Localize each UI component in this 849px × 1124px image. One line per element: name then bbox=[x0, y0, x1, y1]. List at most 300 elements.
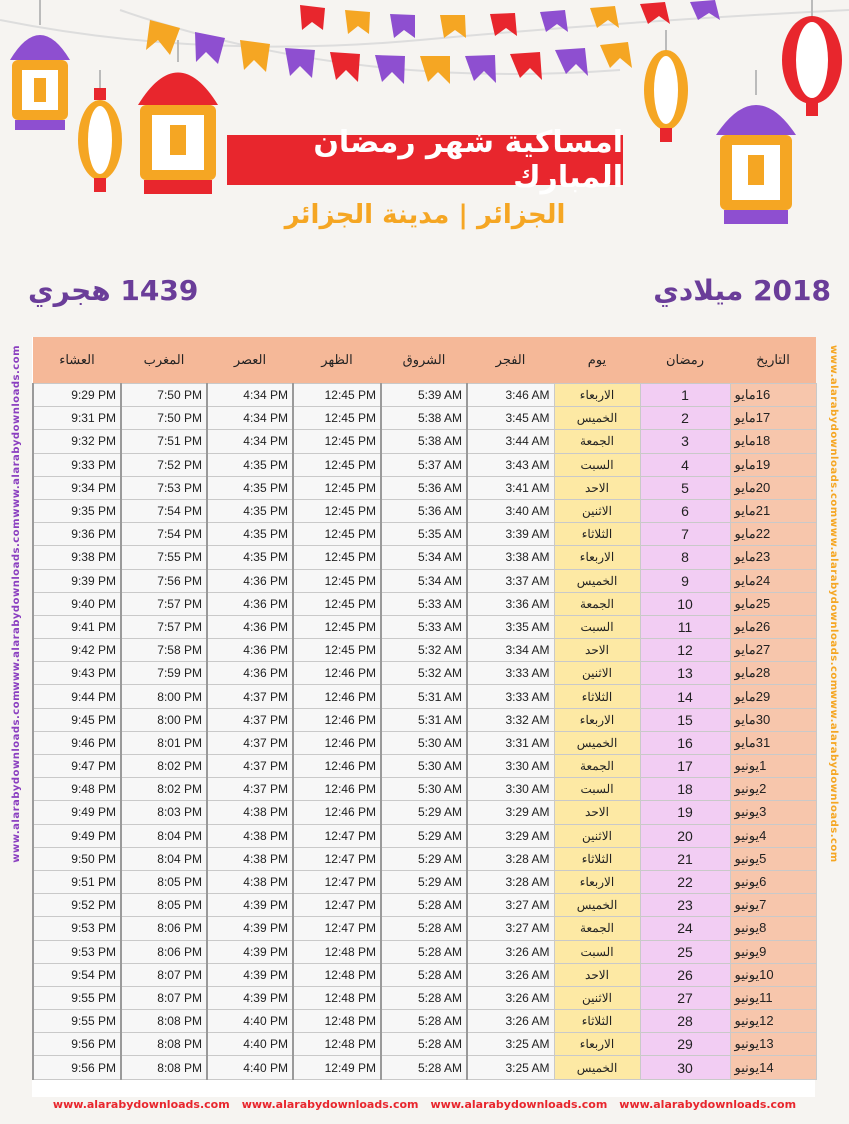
ramadan-day: 17 bbox=[640, 755, 730, 778]
sunrise-time: 5:28 AM bbox=[381, 940, 467, 963]
isha-time: 9:56 PM bbox=[33, 1056, 121, 1079]
gregorian-date: 17مايو bbox=[730, 407, 816, 430]
fajr-time: 3:28 AM bbox=[467, 870, 554, 893]
fajr-time: 3:26 AM bbox=[467, 963, 554, 986]
sunrise-time: 5:29 AM bbox=[381, 801, 467, 824]
ramadan-day: 28 bbox=[640, 1010, 730, 1033]
isha-time: 9:45 PM bbox=[33, 708, 121, 731]
fajr-time: 3:25 AM bbox=[467, 1056, 554, 1079]
table-row bbox=[33, 917, 816, 940]
gregorian-date: 31مايو bbox=[730, 731, 816, 754]
sunrise-time: 5:32 AM bbox=[381, 639, 467, 662]
sunrise-time: 5:34 AM bbox=[381, 569, 467, 592]
asr-time: 4:38 PM bbox=[207, 847, 293, 870]
isha-time: 9:31 PM bbox=[33, 407, 121, 430]
maghrib-time: 8:08 PM bbox=[121, 1010, 207, 1033]
fajr-time: 3:27 AM bbox=[467, 917, 554, 940]
sunrise-time: 5:33 AM bbox=[381, 615, 467, 638]
sunrise-time: 5:32 AM bbox=[381, 662, 467, 685]
isha-time: 9:54 PM bbox=[33, 963, 121, 986]
table-row bbox=[33, 615, 816, 638]
isha-time: 9:40 PM bbox=[33, 592, 121, 615]
day-name: الخميس bbox=[554, 731, 640, 754]
maghrib-time: 8:00 PM bbox=[121, 708, 207, 731]
asr-time: 4:40 PM bbox=[207, 1010, 293, 1033]
table-row bbox=[33, 453, 816, 476]
asr-time: 4:34 PM bbox=[207, 384, 293, 407]
gregorian-date: 2يونيو bbox=[730, 778, 816, 801]
ramadan-day: 8 bbox=[640, 546, 730, 569]
isha-time: 9:56 PM bbox=[33, 1033, 121, 1056]
dhuhr-time: 12:46 PM bbox=[293, 778, 381, 801]
day-name: الجمعة bbox=[554, 430, 640, 453]
fajr-time: 3:40 AM bbox=[467, 499, 554, 522]
gregorian-date: 10يونيو bbox=[730, 963, 816, 986]
ramadan-day: 1 bbox=[640, 384, 730, 407]
day-name: الاربعاء bbox=[554, 546, 640, 569]
asr-time: 4:36 PM bbox=[207, 662, 293, 685]
day-name: الاثنين bbox=[554, 986, 640, 1009]
table-row bbox=[33, 476, 816, 499]
dhuhr-time: 12:45 PM bbox=[293, 546, 381, 569]
day-name: الاحد bbox=[554, 639, 640, 662]
header-dhuhr: الظهر bbox=[293, 337, 381, 384]
header-asr: العصر bbox=[207, 337, 293, 384]
fajr-time: 3:43 AM bbox=[467, 453, 554, 476]
maghrib-time: 8:07 PM bbox=[121, 963, 207, 986]
dhuhr-time: 12:49 PM bbox=[293, 1056, 381, 1079]
ramadan-day: 12 bbox=[640, 639, 730, 662]
isha-time: 9:38 PM bbox=[33, 546, 121, 569]
asr-time: 4:35 PM bbox=[207, 476, 293, 499]
header-sunrise: الشروق bbox=[381, 337, 467, 384]
fajr-time: 3:35 AM bbox=[467, 615, 554, 638]
day-name: الاربعاء bbox=[554, 708, 640, 731]
fajr-time: 3:27 AM bbox=[467, 894, 554, 917]
day-name: الاثنين bbox=[554, 824, 640, 847]
table-row bbox=[33, 1056, 816, 1079]
sunrise-time: 5:35 AM bbox=[381, 523, 467, 546]
table-row bbox=[33, 407, 816, 430]
header-fajr: الفجر bbox=[467, 337, 554, 384]
ramadan-day: 20 bbox=[640, 824, 730, 847]
day-name: الخميس bbox=[554, 569, 640, 592]
ramadan-day: 30 bbox=[640, 1056, 730, 1079]
maghrib-time: 7:58 PM bbox=[121, 639, 207, 662]
sunrise-time: 5:36 AM bbox=[381, 499, 467, 522]
table-row bbox=[33, 870, 816, 893]
maghrib-time: 8:02 PM bbox=[121, 755, 207, 778]
asr-time: 4:35 PM bbox=[207, 546, 293, 569]
page-subtitle: الجزائر | مدينة الجزائر bbox=[284, 200, 566, 230]
isha-time: 9:42 PM bbox=[33, 639, 121, 662]
isha-time: 9:46 PM bbox=[33, 731, 121, 754]
dhuhr-time: 12:46 PM bbox=[293, 662, 381, 685]
asr-time: 4:36 PM bbox=[207, 615, 293, 638]
day-name: الثلاثاء bbox=[554, 847, 640, 870]
fajr-time: 3:29 AM bbox=[467, 801, 554, 824]
maghrib-time: 8:02 PM bbox=[121, 778, 207, 801]
sunrise-time: 5:28 AM bbox=[381, 986, 467, 1009]
sunrise-time: 5:29 AM bbox=[381, 870, 467, 893]
table-row bbox=[33, 1033, 816, 1056]
day-name: الاثنين bbox=[554, 499, 640, 522]
table-row bbox=[33, 662, 816, 685]
maghrib-time: 7:51 PM bbox=[121, 430, 207, 453]
gregorian-date: 4يونيو bbox=[730, 824, 816, 847]
table-row bbox=[33, 731, 816, 754]
fajr-time: 3:36 AM bbox=[467, 592, 554, 615]
ramadan-day: 19 bbox=[640, 801, 730, 824]
dhuhr-time: 12:45 PM bbox=[293, 407, 381, 430]
table-row bbox=[33, 592, 816, 615]
sunrise-time: 5:36 AM bbox=[381, 476, 467, 499]
isha-time: 9:50 PM bbox=[33, 847, 121, 870]
table-row bbox=[33, 546, 816, 569]
gregorian-date: 3يونيو bbox=[730, 801, 816, 824]
dhuhr-time: 12:45 PM bbox=[293, 476, 381, 499]
lantern-icon-right bbox=[716, 70, 796, 224]
maghrib-time: 8:08 PM bbox=[121, 1033, 207, 1056]
gregorian-date: 18مايو bbox=[730, 430, 816, 453]
fajr-time: 3:30 AM bbox=[467, 755, 554, 778]
maghrib-time: 7:54 PM bbox=[121, 523, 207, 546]
dhuhr-time: 12:45 PM bbox=[293, 499, 381, 522]
fajr-time: 3:32 AM bbox=[467, 708, 554, 731]
isha-time: 9:47 PM bbox=[33, 755, 121, 778]
sunrise-time: 5:31 AM bbox=[381, 685, 467, 708]
isha-time: 9:36 PM bbox=[33, 523, 121, 546]
gregorian-date: 19مايو bbox=[730, 453, 816, 476]
ramadan-day: 13 bbox=[640, 662, 730, 685]
dhuhr-time: 12:45 PM bbox=[293, 453, 381, 476]
gregorian-date: 28مايو bbox=[730, 662, 816, 685]
day-name: الثلاثاء bbox=[554, 685, 640, 708]
dhuhr-time: 12:47 PM bbox=[293, 824, 381, 847]
bunting-flags-icon bbox=[0, 0, 849, 84]
fajr-time: 3:41 AM bbox=[467, 476, 554, 499]
table-row bbox=[33, 384, 816, 407]
sunrise-time: 5:30 AM bbox=[381, 731, 467, 754]
table-row bbox=[33, 986, 816, 1009]
dhuhr-time: 12:46 PM bbox=[293, 801, 381, 824]
gregorian-date: 22مايو bbox=[730, 523, 816, 546]
fajr-time: 3:33 AM bbox=[467, 662, 554, 685]
maghrib-time: 8:06 PM bbox=[121, 940, 207, 963]
isha-time: 9:53 PM bbox=[33, 940, 121, 963]
dhuhr-time: 12:45 PM bbox=[293, 592, 381, 615]
maghrib-time: 8:04 PM bbox=[121, 824, 207, 847]
fajr-time: 3:38 AM bbox=[467, 546, 554, 569]
dhuhr-time: 12:45 PM bbox=[293, 615, 381, 638]
day-name: السبت bbox=[554, 940, 640, 963]
imsakiya-table bbox=[32, 337, 815, 1097]
ramadan-day: 6 bbox=[640, 499, 730, 522]
fajr-time: 3:28 AM bbox=[467, 847, 554, 870]
table-row bbox=[33, 569, 816, 592]
isha-time: 9:34 PM bbox=[33, 476, 121, 499]
header-date: التاريخ bbox=[730, 337, 816, 384]
dhuhr-time: 12:46 PM bbox=[293, 731, 381, 754]
ramadan-day: 11 bbox=[640, 615, 730, 638]
gregorian-date: 30مايو bbox=[730, 708, 816, 731]
gregorian-date: 14يونيو bbox=[730, 1056, 816, 1079]
gregorian-date: 9يونيو bbox=[730, 940, 816, 963]
ramadan-day: 10 bbox=[640, 592, 730, 615]
fajr-time: 3:30 AM bbox=[467, 778, 554, 801]
dhuhr-time: 12:46 PM bbox=[293, 685, 381, 708]
sunrise-time: 5:28 AM bbox=[381, 1033, 467, 1056]
maghrib-time: 7:50 PM bbox=[121, 384, 207, 407]
day-name: الاثنين bbox=[554, 662, 640, 685]
day-name: الاحد bbox=[554, 801, 640, 824]
sunrise-time: 5:28 AM bbox=[381, 917, 467, 940]
dhuhr-time: 12:45 PM bbox=[293, 569, 381, 592]
day-name: الجمعة bbox=[554, 755, 640, 778]
sunrise-time: 5:28 AM bbox=[381, 963, 467, 986]
dhuhr-time: 12:45 PM bbox=[293, 384, 381, 407]
gregorian-date: 21مايو bbox=[730, 499, 816, 522]
table-row bbox=[33, 685, 816, 708]
table-row bbox=[33, 894, 816, 917]
day-name: الاحد bbox=[554, 963, 640, 986]
maghrib-time: 7:54 PM bbox=[121, 499, 207, 522]
ramadan-day: 27 bbox=[640, 986, 730, 1009]
fajr-time: 3:44 AM bbox=[467, 430, 554, 453]
table-row bbox=[33, 755, 816, 778]
ramadan-day: 7 bbox=[640, 523, 730, 546]
lantern-icon-small-right bbox=[644, 30, 688, 142]
isha-time: 9:35 PM bbox=[33, 499, 121, 522]
isha-time: 9:52 PM bbox=[33, 894, 121, 917]
asr-time: 4:38 PM bbox=[207, 870, 293, 893]
fajr-time: 3:26 AM bbox=[467, 940, 554, 963]
dhuhr-time: 12:46 PM bbox=[293, 755, 381, 778]
table-row bbox=[33, 940, 816, 963]
header-ramadan: رمضان bbox=[640, 337, 730, 384]
asr-time: 4:40 PM bbox=[207, 1033, 293, 1056]
fajr-time: 3:25 AM bbox=[467, 1033, 554, 1056]
dhuhr-time: 12:47 PM bbox=[293, 917, 381, 940]
ramadan-day: 5 bbox=[640, 476, 730, 499]
sunrise-time: 5:33 AM bbox=[381, 592, 467, 615]
fajr-time: 3:34 AM bbox=[467, 639, 554, 662]
ramadan-day: 22 bbox=[640, 870, 730, 893]
day-name: السبت bbox=[554, 453, 640, 476]
day-name: السبت bbox=[554, 615, 640, 638]
dhuhr-time: 12:48 PM bbox=[293, 1010, 381, 1033]
day-name: الاربعاء bbox=[554, 870, 640, 893]
fajr-time: 3:37 AM bbox=[467, 569, 554, 592]
gregorian-date: 11يونيو bbox=[730, 986, 816, 1009]
isha-time: 9:51 PM bbox=[33, 870, 121, 893]
maghrib-time: 7:56 PM bbox=[121, 569, 207, 592]
asr-time: 4:39 PM bbox=[207, 986, 293, 1009]
gregorian-date: 8يونيو bbox=[730, 917, 816, 940]
gregorian-year: 2018 ميلادي bbox=[653, 274, 831, 307]
table-row bbox=[33, 708, 816, 731]
isha-time: 9:53 PM bbox=[33, 917, 121, 940]
asr-time: 4:36 PM bbox=[207, 639, 293, 662]
table-header-row bbox=[33, 337, 816, 384]
sunrise-time: 5:39 AM bbox=[381, 384, 467, 407]
lantern-icon-left bbox=[10, 0, 70, 130]
gregorian-date: 13يونيو bbox=[730, 1033, 816, 1056]
gregorian-date: 1يونيو bbox=[730, 755, 816, 778]
dhuhr-time: 12:48 PM bbox=[293, 963, 381, 986]
day-name: الجمعة bbox=[554, 592, 640, 615]
asr-time: 4:37 PM bbox=[207, 685, 293, 708]
table-row bbox=[33, 801, 816, 824]
table-row bbox=[33, 778, 816, 801]
table-row bbox=[33, 523, 816, 546]
table-row bbox=[33, 499, 816, 522]
gregorian-date: 24مايو bbox=[730, 569, 816, 592]
gregorian-date: 6يونيو bbox=[730, 870, 816, 893]
table-row bbox=[33, 824, 816, 847]
sunrise-time: 5:38 AM bbox=[381, 430, 467, 453]
sunrise-time: 5:29 AM bbox=[381, 847, 467, 870]
dhuhr-time: 12:48 PM bbox=[293, 940, 381, 963]
bottom-watermark: www.alarabydownloads.com www.alarabydownloads.com www.alarabydownloads.com www.alarabydownloads.com bbox=[52, 1098, 797, 1111]
day-name: الجمعة bbox=[554, 917, 640, 940]
ramadan-day: 21 bbox=[640, 847, 730, 870]
asr-time: 4:34 PM bbox=[207, 407, 293, 430]
asr-time: 4:35 PM bbox=[207, 499, 293, 522]
fajr-time: 3:26 AM bbox=[467, 1010, 554, 1033]
table-row bbox=[33, 847, 816, 870]
asr-time: 4:34 PM bbox=[207, 430, 293, 453]
fajr-time: 3:31 AM bbox=[467, 731, 554, 754]
asr-time: 4:38 PM bbox=[207, 801, 293, 824]
gregorian-date: 27مايو bbox=[730, 639, 816, 662]
table-row bbox=[33, 430, 816, 453]
maghrib-time: 8:05 PM bbox=[121, 870, 207, 893]
gregorian-date: 5يونيو bbox=[730, 847, 816, 870]
asr-time: 4:37 PM bbox=[207, 708, 293, 731]
day-name: الثلاثاء bbox=[554, 523, 640, 546]
isha-time: 9:55 PM bbox=[33, 986, 121, 1009]
asr-time: 4:39 PM bbox=[207, 894, 293, 917]
asr-time: 4:37 PM bbox=[207, 755, 293, 778]
dhuhr-time: 12:48 PM bbox=[293, 986, 381, 1009]
day-name: الثلاثاء bbox=[554, 1010, 640, 1033]
maghrib-time: 7:52 PM bbox=[121, 453, 207, 476]
table-row bbox=[33, 639, 816, 662]
side-watermark-right: www.alarabydownloads.com www.alarabydownloads.com www.alarabydownloads.com bbox=[828, 345, 839, 864]
sunrise-time: 5:28 AM bbox=[381, 1056, 467, 1079]
asr-time: 4:35 PM bbox=[207, 523, 293, 546]
gregorian-date: 12يونيو bbox=[730, 1010, 816, 1033]
sunrise-time: 5:30 AM bbox=[381, 778, 467, 801]
fajr-time: 3:26 AM bbox=[467, 986, 554, 1009]
sunrise-time: 5:30 AM bbox=[381, 755, 467, 778]
isha-time: 9:29 PM bbox=[33, 384, 121, 407]
day-name: الخميس bbox=[554, 1056, 640, 1079]
maghrib-time: 8:08 PM bbox=[121, 1056, 207, 1079]
sunrise-time: 5:28 AM bbox=[381, 894, 467, 917]
ramadan-day: 15 bbox=[640, 708, 730, 731]
maghrib-time: 8:01 PM bbox=[121, 731, 207, 754]
sunrise-time: 5:38 AM bbox=[381, 407, 467, 430]
ramadan-day: 3 bbox=[640, 430, 730, 453]
ramadan-day: 18 bbox=[640, 778, 730, 801]
maghrib-time: 7:53 PM bbox=[121, 476, 207, 499]
isha-time: 9:32 PM bbox=[33, 430, 121, 453]
lantern-icon-small-left bbox=[78, 70, 122, 192]
header-isha: العشاء bbox=[33, 337, 121, 384]
day-name: الاربعاء bbox=[554, 384, 640, 407]
day-name: الخميس bbox=[554, 894, 640, 917]
table-row bbox=[33, 963, 816, 986]
hijri-year: 1439 هجري bbox=[28, 274, 199, 307]
ramadan-day: 25 bbox=[640, 940, 730, 963]
asr-time: 4:37 PM bbox=[207, 778, 293, 801]
fajr-time: 3:46 AM bbox=[467, 384, 554, 407]
asr-time: 4:38 PM bbox=[207, 824, 293, 847]
dhuhr-time: 12:47 PM bbox=[293, 894, 381, 917]
maghrib-time: 7:50 PM bbox=[121, 407, 207, 430]
dhuhr-time: 12:48 PM bbox=[293, 1033, 381, 1056]
gregorian-date: 7يونيو bbox=[730, 894, 816, 917]
table-row bbox=[33, 1010, 816, 1033]
ramadan-day: 29 bbox=[640, 1033, 730, 1056]
asr-time: 4:36 PM bbox=[207, 569, 293, 592]
maghrib-time: 7:57 PM bbox=[121, 592, 207, 615]
dhuhr-time: 12:45 PM bbox=[293, 523, 381, 546]
day-name: الاربعاء bbox=[554, 1033, 640, 1056]
dhuhr-time: 12:45 PM bbox=[293, 430, 381, 453]
asr-time: 4:39 PM bbox=[207, 917, 293, 940]
lantern-icon-center-left bbox=[138, 40, 218, 194]
gregorian-date: 23مايو bbox=[730, 546, 816, 569]
fajr-time: 3:33 AM bbox=[467, 685, 554, 708]
day-name: الخميس bbox=[554, 407, 640, 430]
header-day: يوم bbox=[554, 337, 640, 384]
ramadan-day: 4 bbox=[640, 453, 730, 476]
ramadan-day: 23 bbox=[640, 894, 730, 917]
isha-time: 9:43 PM bbox=[33, 662, 121, 685]
side-watermark-left: www.alarabydownloads.com www.alarabydownloads.com www.alarabydownloads.com bbox=[11, 345, 22, 864]
ramadan-day: 9 bbox=[640, 569, 730, 592]
maghrib-time: 7:55 PM bbox=[121, 546, 207, 569]
lantern-icon-far-right bbox=[782, 0, 842, 116]
isha-time: 9:44 PM bbox=[33, 685, 121, 708]
dhuhr-time: 12:46 PM bbox=[293, 708, 381, 731]
gregorian-date: 29مايو bbox=[730, 685, 816, 708]
gregorian-date: 25مايو bbox=[730, 592, 816, 615]
sunrise-time: 5:31 AM bbox=[381, 708, 467, 731]
maghrib-time: 8:07 PM bbox=[121, 986, 207, 1009]
ramadan-day: 16 bbox=[640, 731, 730, 754]
isha-time: 9:49 PM bbox=[33, 801, 121, 824]
maghrib-time: 7:57 PM bbox=[121, 615, 207, 638]
fajr-time: 3:29 AM bbox=[467, 824, 554, 847]
sunrise-time: 5:37 AM bbox=[381, 453, 467, 476]
isha-time: 9:48 PM bbox=[33, 778, 121, 801]
dhuhr-time: 12:47 PM bbox=[293, 847, 381, 870]
asr-time: 4:36 PM bbox=[207, 592, 293, 615]
ramadan-day: 14 bbox=[640, 685, 730, 708]
maghrib-time: 8:00 PM bbox=[121, 685, 207, 708]
isha-time: 9:49 PM bbox=[33, 824, 121, 847]
dhuhr-time: 12:47 PM bbox=[293, 870, 381, 893]
isha-time: 9:39 PM bbox=[33, 569, 121, 592]
isha-time: 9:55 PM bbox=[33, 1010, 121, 1033]
fajr-time: 3:45 AM bbox=[467, 407, 554, 430]
fajr-time: 3:39 AM bbox=[467, 523, 554, 546]
maghrib-time: 8:03 PM bbox=[121, 801, 207, 824]
